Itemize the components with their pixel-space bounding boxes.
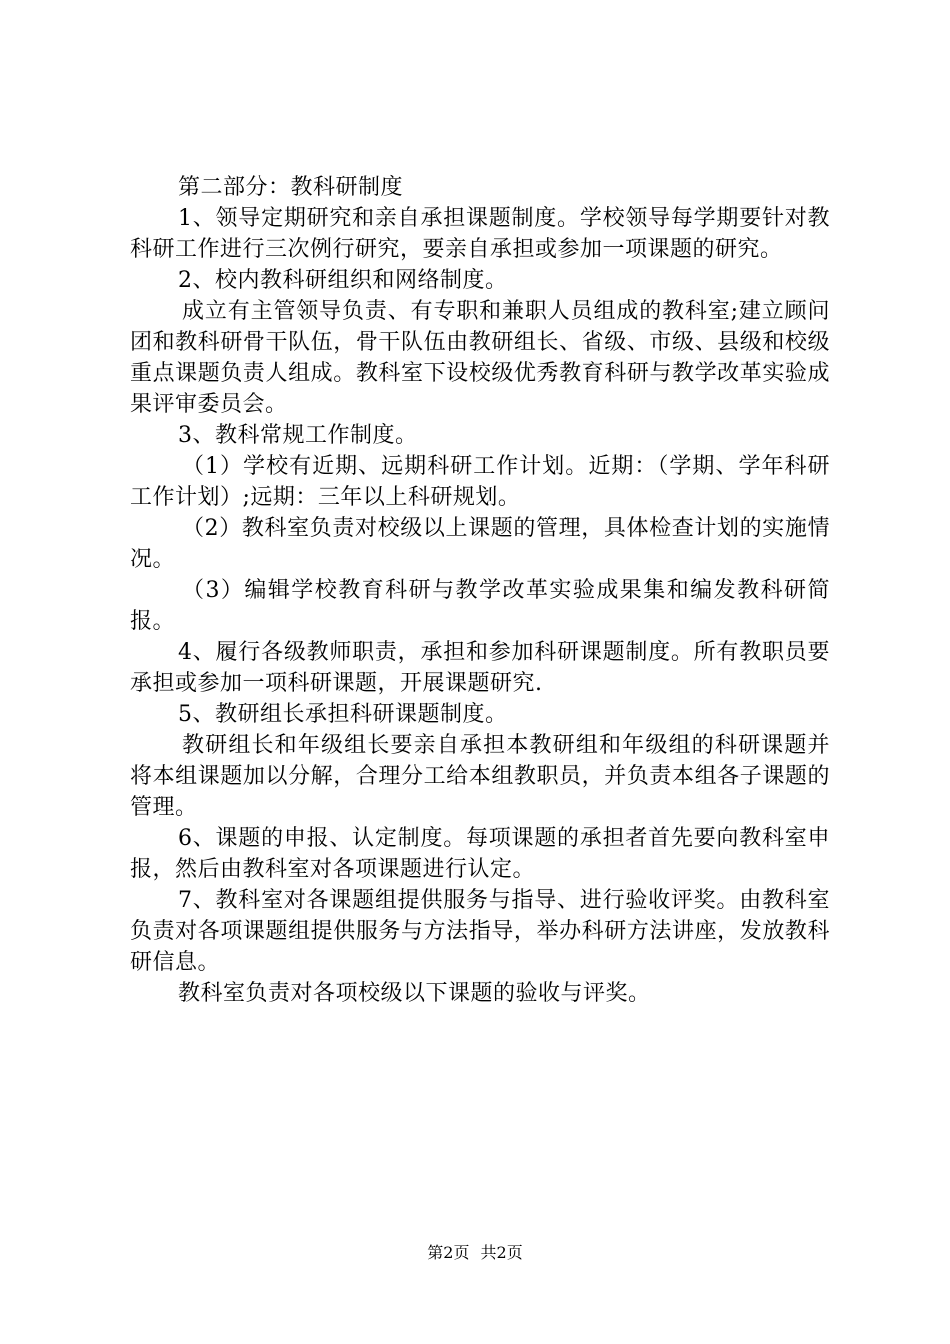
paragraph: 5、教研组长承担科研课题制度。 bbox=[178, 702, 508, 727]
paragraph: （1）学校有近期、远期科研工作计划。近期：（学期、学年科研工作计划）;远期：三年以上科研规划。 bbox=[130, 454, 830, 510]
paragraph: 6、课题的申报、认定制度。每项课题的承担者首先要向教科室申报，然后由教科室对各项课题进行认定。 bbox=[130, 826, 830, 882]
section-heading: 第二部分：教科研制度 bbox=[178, 175, 404, 200]
paragraph: （2）教科室负责对校级以上课题的管理，具体检查计划的实施情况。 bbox=[130, 516, 830, 572]
paragraph: 2、校内教科研组织和网络制度。 bbox=[178, 268, 508, 293]
paragraph: 教研组长和年级组长要亲自承担本教研组和年级组的科研课题并将本组课题加以分解，合理分工给本组教职员，并负责本组各子课题的管理。 bbox=[130, 733, 830, 820]
page-footer bbox=[0, 1243, 950, 1263]
paragraph: 4、履行各级教师职责，承担和参加科研课题制度。所有教职员要承担或参加一项科研课题，开展课题研究. bbox=[130, 640, 830, 696]
page-total: 共2页 bbox=[480, 1243, 523, 1262]
document-body bbox=[130, 172, 830, 1009]
paragraph: 3、教科常规工作制度。 bbox=[178, 423, 418, 448]
paragraph: （3）编辑学校教育科研与教学改革实验成果集和编发教科研简报。 bbox=[130, 578, 830, 634]
paragraph: 教科室负责对各项校级以下课题的验收与评奖。 bbox=[178, 981, 651, 1006]
paragraph: 7、教科室对各课题组提供服务与指导、进行验收评奖。由教科室负责对各项课题组提供服务与方法指导，举办科研方法讲座，发放教科研信息。 bbox=[130, 888, 830, 975]
page-number: 第2页 bbox=[427, 1243, 470, 1262]
paragraph: 1、领导定期研究和亲自承担课题制度。学校领导每学期要针对教科研工作进行三次例行研究，要亲自承担或参加一项课题的研究。 bbox=[130, 206, 830, 262]
paragraph: 成立有主管领导负责、有专职和兼职人员组成的教科室;建立顾问团和教科研骨干队伍，骨干队伍由教研组长、省级、市级、县级和校级重点课题负责人组成。教科室下设校级优秀教育科研与教学改革实验成果评审委员会。 bbox=[130, 299, 830, 417]
